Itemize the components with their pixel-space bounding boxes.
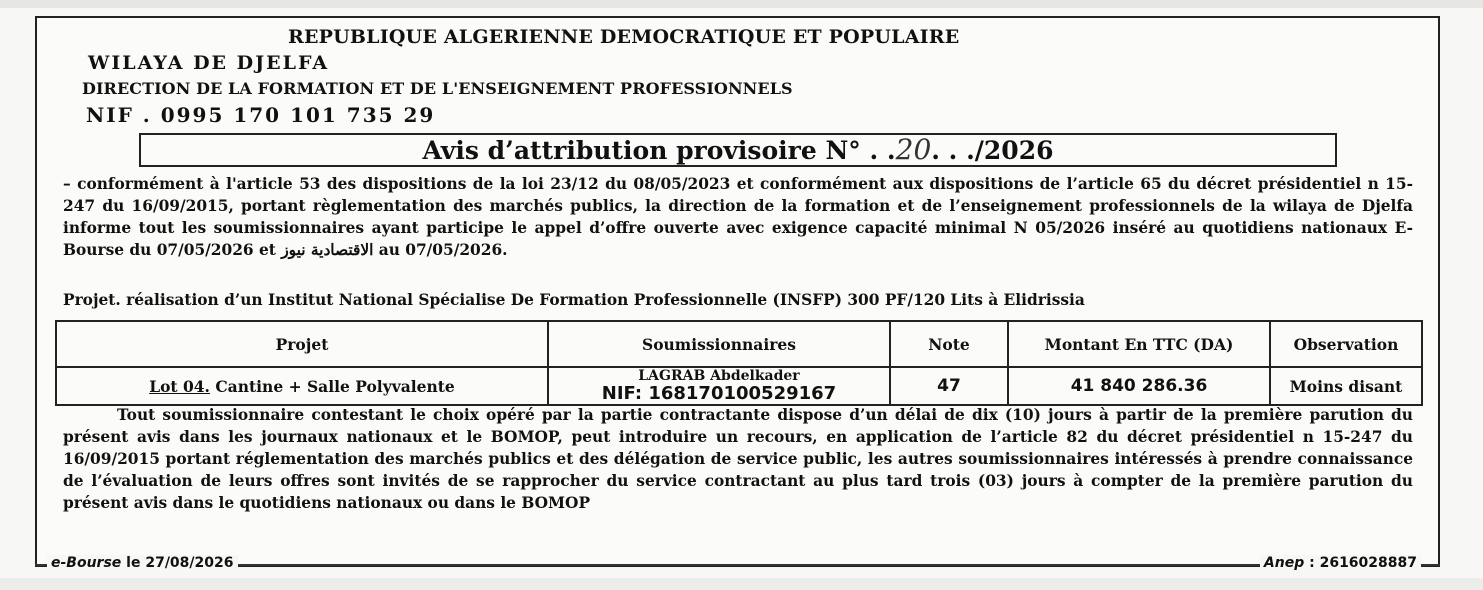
header-montant: Montant En TTC (DA): [1008, 321, 1270, 367]
header-soumissionnaires: Soumissionnaires: [548, 321, 890, 367]
top-strip: [0, 0, 1483, 8]
footer-source: [47, 555, 238, 571]
cell-note: [890, 367, 1008, 405]
footer-anep-label: Anep: [1263, 555, 1305, 571]
avis-title-box: [139, 133, 1337, 167]
lot-description: Cantine + Salle Polyvalente: [209, 376, 455, 396]
bottom-strip: [0, 578, 1483, 590]
header-republic: REPUBLIQUE ALGERIENNE DEMOCRATIQUE ET POPULAIRE: [288, 26, 960, 48]
avis-title-suffix: . . ./2026: [931, 136, 1054, 165]
project-line: Projet. réalisation d’un Institut National Spécialise De Formation Professionnelle (INSFP) 300 PF/120 Lits à Elidrissia: [63, 291, 1085, 309]
cell-soumissionnaire: [548, 367, 890, 405]
header-note: Note: [890, 321, 1008, 367]
header-wilaya: WILAYA DE DJELFA: [88, 52, 330, 74]
footer-source-name: e-Bourse: [51, 555, 122, 571]
results-table: [55, 320, 1423, 406]
header-projet: Projet: [56, 321, 548, 367]
table-header-row: [56, 321, 1422, 367]
header-nif: NIF . 0995 170 101 735 29: [86, 103, 436, 127]
montant-value: 41 840 286.36: [1070, 376, 1208, 396]
soumissionnaire-name: LAGRAB Abdelkader: [638, 367, 800, 384]
soumissionnaire-nif: NIF: 168170100529167: [601, 382, 837, 404]
table-row: [56, 367, 1422, 405]
intro-paragraph: – conformément à l'article 53 des dispositions de la loi 23/12 du 08/05/2023 et conformément aux dispositions de l’article 65 du décret présidentiel n 15-247 du 16/09/2015, portant règlementation des marchés publics, la direction de la formation et de l’enseignement professionnels de la wilaya de Djelfa informe tout les soumissionnaires ayant participe le appel d’offre ouverte avec exigence capacité minimal N 05/2026 inséré au quotidiens nationaux E-Bourse du 07/05/2026 et الاقتصادية نيوز au 07/05/2026.: [63, 175, 1413, 259]
footer-anep-number: : 2616028887: [1304, 555, 1417, 571]
cell-montant: [1008, 367, 1270, 405]
header-direction: DIRECTION DE LA FORMATION ET DE L'ENSEIGNEMENT PROFESSIONNELS: [82, 79, 793, 98]
footer-divider: [35, 564, 1440, 566]
avis-handwritten-number: 20: [895, 133, 932, 166]
footer-anep: [1260, 555, 1421, 571]
lot-number: Lot 04.: [149, 376, 210, 396]
avis-title-prefix: Avis d’attribution provisoire N° . .: [422, 136, 896, 165]
header-observation: Observation: [1270, 321, 1422, 367]
closing-paragraph: Tout soumissionnaire contestant le choix opéré par la partie contractante dispose d’un délai de dix (10) jours à partir de la première parution du présent avis dans les journaux nationaux et le BOMOP, peut introduire un recours, en application de l’article 82 du décret présidentiel n 15-247 du 16/09/2015 portant réglementation des marchés publics et des délégation de service public, les autres soumissionnaires intéressés à prendre connaissance de l’évaluation de leurs offres sont invités de se rapprocher du service contractant au plus tard trois (03) jours à compter de la première parution du présent avis dans le quotidiens nationaux ou dans le BOMOP: [63, 406, 1413, 512]
cell-observation: Moins disant: [1270, 367, 1422, 405]
note-value: 47: [937, 376, 961, 396]
footer-date: le 27/08/2026: [121, 555, 234, 571]
cell-projet: [56, 367, 548, 405]
